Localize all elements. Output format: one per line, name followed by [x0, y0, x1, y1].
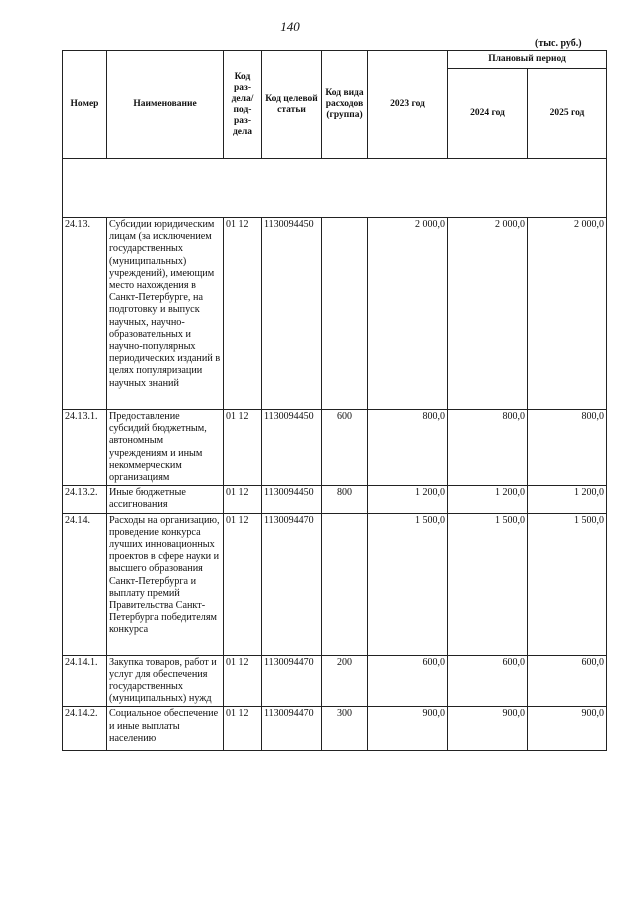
- row-value-2023: 900,0: [368, 707, 448, 751]
- row-value-2023: 600,0: [368, 655, 448, 707]
- row-section-code: 01 12: [224, 707, 262, 751]
- row-target-code: 1130094470: [262, 707, 322, 751]
- budget-table: [62, 50, 607, 751]
- row-value-2024: 800,0: [448, 410, 528, 486]
- header-year-2025: 2025 год: [528, 69, 607, 159]
- row-target-code: 1130094450: [262, 218, 322, 410]
- row-value-2023: 800,0: [368, 410, 448, 486]
- row-value-2024: 1 500,0: [448, 513, 528, 655]
- table-row: [63, 655, 607, 707]
- header-target-code: Код целевой статьи: [262, 51, 322, 159]
- row-value-2023: 1 500,0: [368, 513, 448, 655]
- row-target-code: 1130094470: [262, 513, 322, 655]
- row-value-2024: 900,0: [448, 707, 528, 751]
- row-section-code: 01 12: [224, 655, 262, 707]
- header-gap: [63, 159, 607, 218]
- row-value-2025: 800,0: [528, 410, 607, 486]
- row-target-code: 1130094450: [262, 486, 322, 513]
- row-expense-code: 200: [322, 655, 368, 707]
- row-expense-code: 300: [322, 707, 368, 751]
- table-row: [63, 410, 607, 486]
- header-number: Номер: [63, 51, 107, 159]
- header-year-2023: 2023 год: [368, 51, 448, 159]
- table-row: [63, 218, 607, 410]
- row-target-code: 1130094450: [262, 410, 322, 486]
- row-name: Субсидии юридическим лицам (за исключением государственных (муниципальных) учреждений), имеющим место нахождения в Санкт-Петербурге, на подготовку и выпуск научных, научно-образовательных и научно-популярных периодических изданий в целях популяризации научных знаний: [107, 218, 224, 410]
- header-expense-code: Код вида расходов (группа): [322, 51, 368, 159]
- row-number: 24.13.: [63, 218, 107, 410]
- row-name: Расходы на организацию, проведение конкурса лучших инновационных проектов в сфере науки и высшего образования Санкт-Петербурга и выплату премий Правительства Санкт-Петербурга победителям конкурса: [107, 513, 224, 655]
- row-value-2025: 600,0: [528, 655, 607, 707]
- row-section-code: 01 12: [224, 218, 262, 410]
- table-row: [63, 513, 607, 655]
- row-expense-code: 800: [322, 486, 368, 513]
- header-section-code: Код раз- дела/ под- раз- дела: [224, 51, 262, 159]
- row-value-2024: 1 200,0: [448, 486, 528, 513]
- row-section-code: 01 12: [224, 513, 262, 655]
- row-number: 24.13.2.: [63, 486, 107, 513]
- page-number: 140: [280, 19, 300, 34]
- row-name: Иные бюджетные ассигнования: [107, 486, 224, 513]
- row-value-2024: 2 000,0: [448, 218, 528, 410]
- header-year-2024: 2024 год: [448, 69, 528, 159]
- row-value-2023: 2 000,0: [368, 218, 448, 410]
- table-row: [63, 707, 607, 751]
- row-expense-code: 600: [322, 410, 368, 486]
- row-name: Социальное обеспечение и иные выплаты населению: [107, 707, 224, 751]
- row-name: Закупка товаров, работ и услуг для обеспечения государственных (муниципальных) нужд: [107, 655, 224, 707]
- row-target-code: 1130094470: [262, 655, 322, 707]
- row-section-code: 01 12: [224, 410, 262, 486]
- row-value-2025: 900,0: [528, 707, 607, 751]
- row-section-code: 01 12: [224, 486, 262, 513]
- row-value-2025: 2 000,0: [528, 218, 607, 410]
- row-expense-code: [322, 218, 368, 410]
- header-planning-period: Плановый период: [448, 51, 607, 69]
- row-value-2025: 1 500,0: [528, 513, 607, 655]
- row-value-2025: 1 200,0: [528, 486, 607, 513]
- table-row: [63, 486, 607, 513]
- row-number: 24.14.2.: [63, 707, 107, 751]
- row-number: 24.13.1.: [63, 410, 107, 486]
- row-value-2023: 1 200,0: [368, 486, 448, 513]
- units-label: (тыс. руб.): [535, 38, 582, 49]
- row-name: Предоставление субсидий бюджетным, автономным учреждениям и иным некоммерческим организациям: [107, 410, 224, 486]
- row-expense-code: [322, 513, 368, 655]
- row-value-2024: 600,0: [448, 655, 528, 707]
- row-number: 24.14.: [63, 513, 107, 655]
- row-number: 24.14.1.: [63, 655, 107, 707]
- header-name: Наименование: [107, 51, 224, 159]
